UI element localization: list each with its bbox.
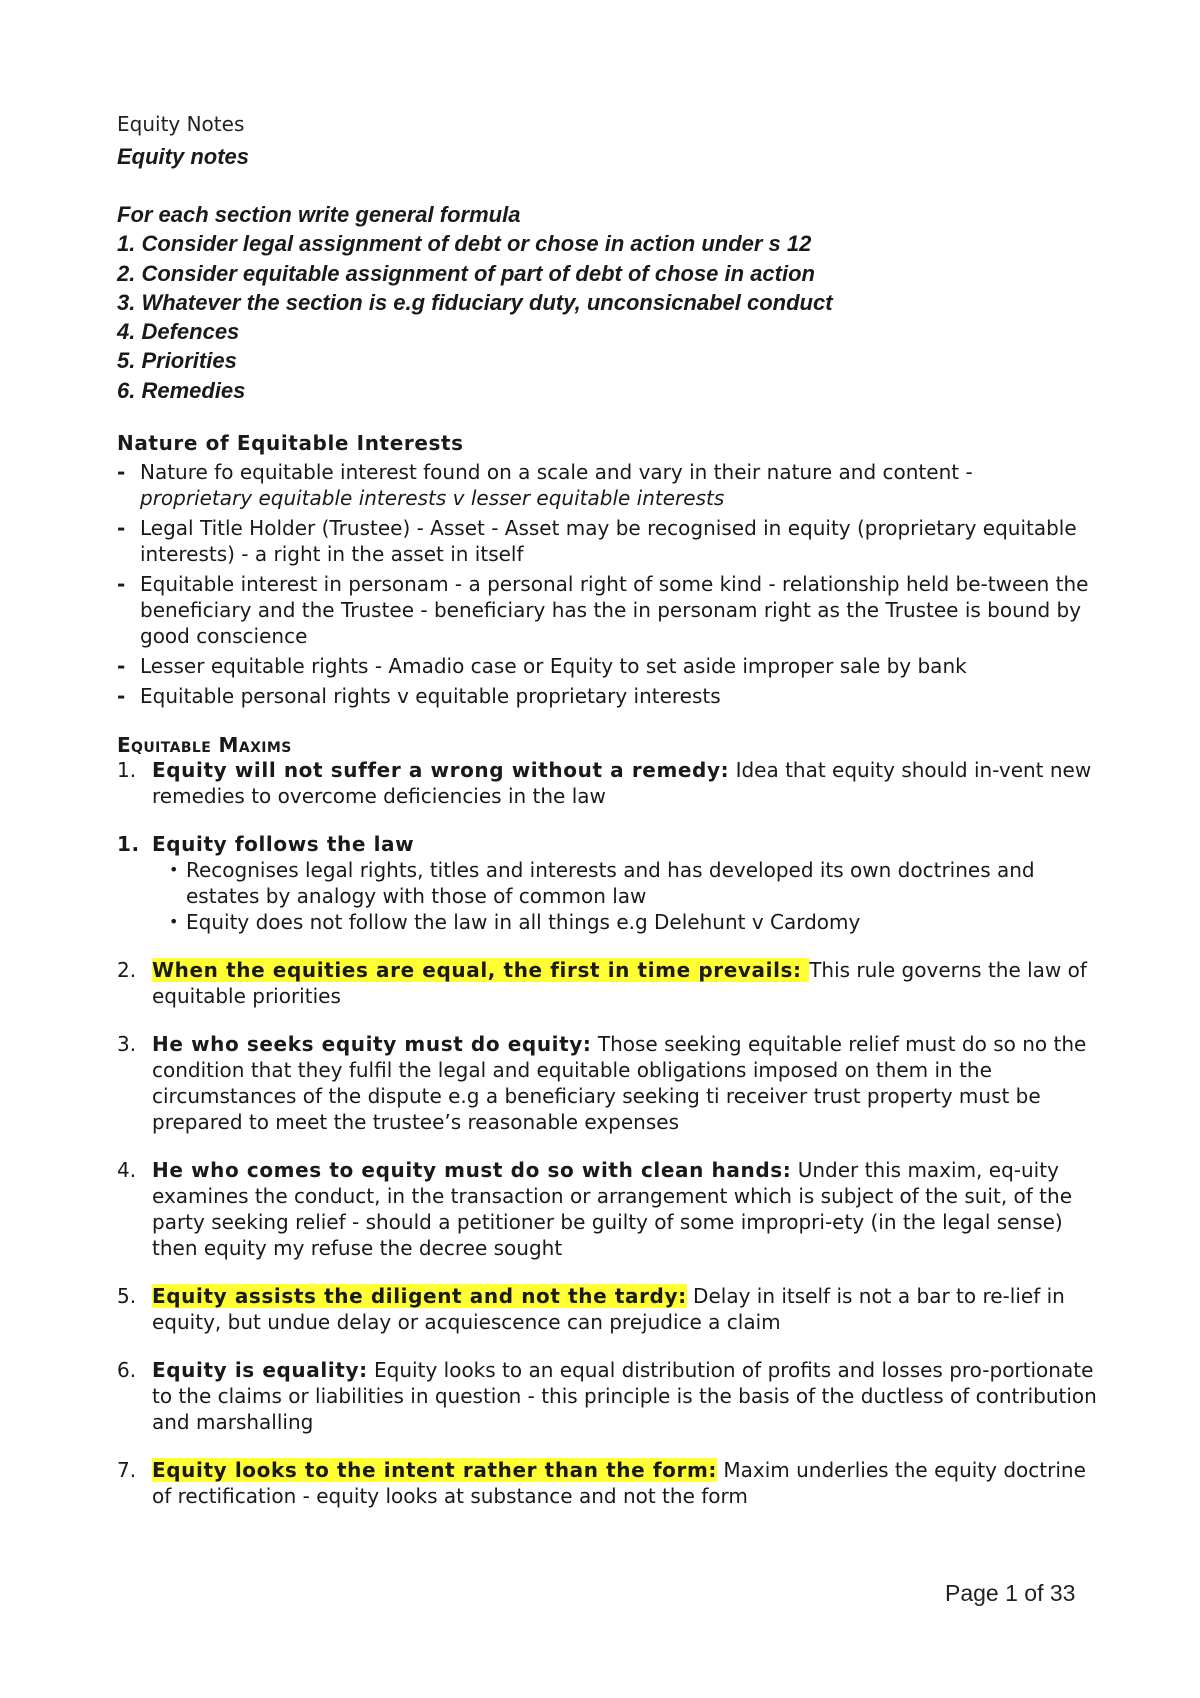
list-item: - Equitable interest in personam - a personal right of some kind - relationship held be-tween the beneficiary and the Trustee - beneficiary has the in personam right as the Trustee is bound by good conscience <box>117 571 1102 649</box>
maxim-item <box>117 757 1102 809</box>
maxim-item <box>117 957 1102 1009</box>
maxim-item <box>117 831 1102 935</box>
list-item: - Lesser equitable rights - Amadio case or Equity to set aside improper sale by bank <box>117 653 1102 679</box>
maxim-number: 1. <box>117 758 137 783</box>
formula-step: 4. Defences <box>117 319 240 345</box>
maxim-item <box>117 1031 1102 1135</box>
maxim-number: 4. <box>117 1158 137 1183</box>
page-number: Page 1 of 33 <box>945 1580 1076 1606</box>
maxim-number: 6. <box>117 1358 137 1383</box>
maxim-title: He who comes to equity must do so with clean hands: <box>152 1158 792 1183</box>
list-item: - Legal Title Holder (Trustee) - Asset - Asset may be recognised in equity (proprietary equitable interests) - a right in the asset in itself <box>117 515 1102 567</box>
bullet-item: • Recognises legal rights, titles and interests and has developed its own doctrines and estates by analogy with those of common law <box>169 857 1102 909</box>
maxim-item <box>117 1457 1102 1509</box>
list-item <box>117 459 1102 511</box>
formula-heading: For each section write general formula <box>117 202 521 227</box>
maxim-title: Equity will not suffer a wrong without a remedy: <box>152 758 730 783</box>
formula-step: 3. Whatever the section is e.g fiduciary duty, unconsicnabel conduct <box>117 289 833 315</box>
nature-item-italic: proprietary equitable interests v lesser equitable interests <box>140 486 725 511</box>
maxims-heading: Equitable Maxims <box>117 733 292 758</box>
maxim-text: Idea that equity should in-vent new remedies to overcome deficiencies in the law <box>152 758 1092 809</box>
maxim-text: This rule governs the law of equitable priorities <box>152 958 1087 1009</box>
nature-list <box>117 459 1102 709</box>
maxim-text: Under this maxim, eq-uity examines the conduct, in the transaction or arrangement which is subject of the suit, of the party seeking relief - should a petitioner be guilty of some impropri-ety (in the legal sense) then equity my refuse the decree sought <box>152 1158 1072 1261</box>
maxim-number: 3. <box>117 1032 137 1057</box>
list-item: - Equitable personal rights v equitable proprietary interests <box>117 683 1102 709</box>
maxim-title-highlighted: Equity assists the diligent and not the tardy: <box>152 1284 687 1309</box>
maxim-text: Delay in itself is not a bar to re-lief in equity, but undue delay or acquiescence can prejudice a claim <box>152 1284 1065 1335</box>
maxim-item <box>117 1283 1102 1335</box>
bullet-item: • Equity does not follow the law in all things e.g Delehunt v Cardomy <box>169 909 1102 935</box>
document-title: Equity Notes <box>117 112 245 136</box>
nature-heading: Nature of Equitable Interests <box>117 431 464 456</box>
general-formula <box>117 200 1102 405</box>
maxim-title: Equity is equality: <box>152 1358 368 1383</box>
maxim-text: Maxim underlies the equity doctrine of rectification - equity looks at substance and not the form <box>152 1458 1086 1509</box>
maxim-title-highlighted: Equity looks to the intent rather than the form: <box>152 1458 718 1483</box>
nature-item-text: Nature fo equitable interest found on a scale and vary in their nature and content - <box>140 460 973 485</box>
maxim-number: 2. <box>117 958 137 983</box>
maxim-number: 1. <box>117 832 140 857</box>
formula-step: 2. Consider equitable assignment of part of debt of chose in action <box>117 260 815 286</box>
maxim-bullets <box>152 857 1102 935</box>
maxim-item <box>117 1357 1102 1435</box>
maxim-title: Equity follows the law <box>152 832 415 857</box>
document-page <box>117 112 1102 1509</box>
maxim-item <box>117 1157 1102 1261</box>
maxim-number: 7. <box>117 1458 137 1483</box>
maxim-title-highlighted: When the equities are equal, the first in time prevails: <box>152 958 810 983</box>
maxim-text: Those seeking equitable relief must do so no the condition that they fulfil the legal and equitable obligations imposed on them in the circumstances of the dispute e.g a beneficiary seeking ti receiver trust property must be prepared to meet the trustee’s reasonable expenses <box>152 1032 1087 1135</box>
maxim-title: He who seeks equity must do equity: <box>152 1032 592 1057</box>
formula-step: 5. Priorities <box>117 348 237 374</box>
document-subtitle: Equity notes <box>117 144 250 169</box>
maxim-number: 5. <box>117 1284 137 1309</box>
formula-step: 1. Consider legal assignment of debt or chose in action under s 12 <box>117 231 812 257</box>
formula-step: 6. Remedies <box>117 377 246 403</box>
maxim-text: Equity looks to an equal distribution of profits and losses pro-portionate to the claims or liabilities in question - this principle is the basis of the ductless of contribution and marshalling <box>152 1358 1097 1435</box>
